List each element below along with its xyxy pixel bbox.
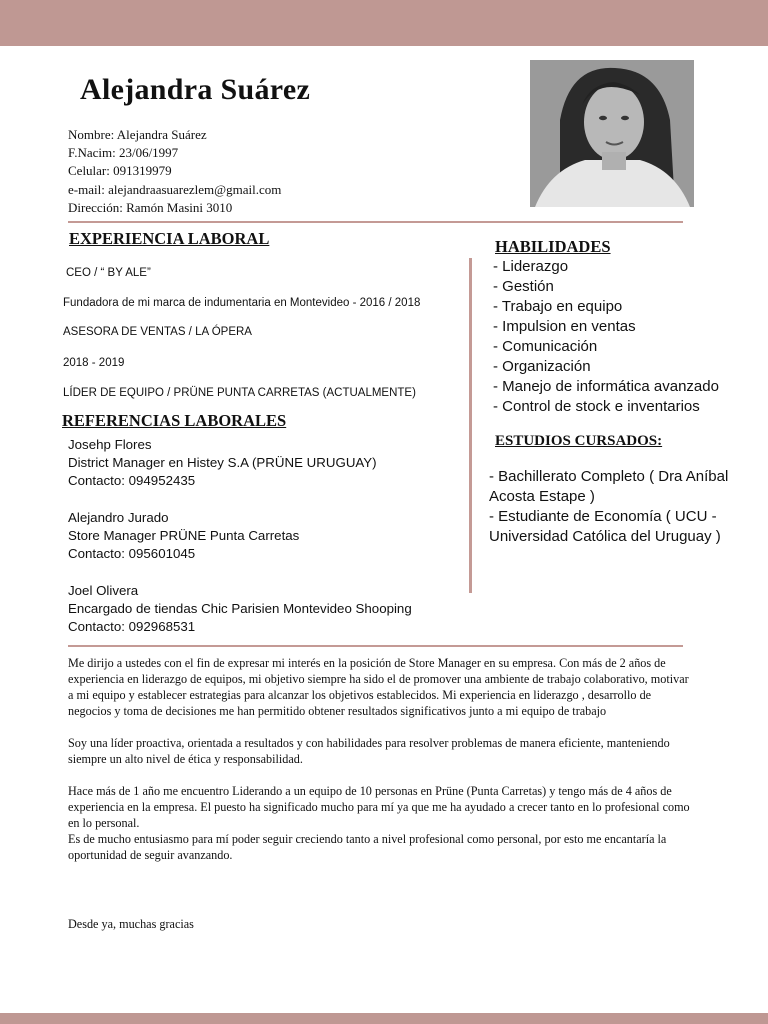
candidate-name: Alejandra Suárez xyxy=(80,73,311,106)
letter-closing: Desde ya, muchas gracias xyxy=(68,917,194,931)
skill-item: - Control de stock e inventarios xyxy=(493,398,700,415)
skill-item: - Liderazgo xyxy=(493,258,569,275)
info-phone: Celular: 091319979 xyxy=(68,163,172,179)
divider-bottom xyxy=(68,645,683,647)
reference-name: Joel Olivera xyxy=(68,582,139,598)
reference-item xyxy=(68,582,412,637)
studies-list xyxy=(489,467,759,547)
info-address: Dirección: Ramón Masini 3010 xyxy=(68,199,233,215)
reference-role: Store Manager PRÜNE Punta Carretas xyxy=(68,528,300,544)
reference-name: Josehp Flores xyxy=(68,437,152,452)
letter-paragraph: Me dirijo a ustedes con el fin de expresar mi interés en la posición de Store Manager en su empresa. Con más de 2 años de experiencia en liderazgo de equipos, mi objetivo siempre ha sido el de promover una ambiente de trabajo colaborativo, motivar a mi equipo y establecer estrategias para alcanzar los objetivos establecidos. Mi experiencia en liderazgo , desarrollo de negocios y toma de decisiones me han permitido obtener resultados significativos junto a mi equipo de trabajo xyxy=(68,656,689,718)
experience-line: Fundadora de mi marca de indumentaria en Montevideo - 2016 / 2018 xyxy=(63,297,421,309)
experience-line: 2018 - 2019 xyxy=(63,357,125,369)
experience-line: CEO / “ BY ALE” xyxy=(66,267,151,279)
studies-heading: ESTUDIOS CURSADOS: xyxy=(495,433,663,449)
skills-heading: HABILIDADES xyxy=(495,237,611,256)
divider-top xyxy=(68,221,683,223)
bottom-band xyxy=(0,1013,768,1024)
info-email: e-mail: alejandraasuarezlem@gmail.com xyxy=(68,181,282,197)
experience-heading: EXPERIENCIA LABORAL xyxy=(69,229,270,248)
personal-info xyxy=(68,126,281,217)
letter-paragraph: Soy una líder proactiva, orientada a resultados y con habilidades para resolver problemas de manera eficiente, manteniendo siempre un alto nivel de ética y responsabilidad. xyxy=(68,736,670,766)
skill-item: - Gestión xyxy=(493,278,554,295)
experience-line: LÍDER DE EQUIPO / PRÜNE PUNTA CARRETAS (ACTUALMENTE) xyxy=(63,387,416,399)
cover-letter xyxy=(68,655,695,931)
reference-contact: Contacto: 094952435 xyxy=(68,473,196,489)
experience-line: ASESORA DE VENTAS / LA ÓPERA xyxy=(63,326,252,338)
skill-item: - Comunicación xyxy=(493,338,598,355)
skill-item: - Organización xyxy=(493,358,591,375)
reference-contact: Contacto: 095601045 xyxy=(68,546,196,562)
letter-paragraph: Hace más de 1 año me encuentro Liderando a un equipo de 10 personas en Prüne (Punta Carretas) y tengo más de 4 años de experiencia en la empresa. El puesto ha significado mucho para mí ya que me ha ayudado a crecer tanto en lo profesional como en lo personal. xyxy=(68,784,690,830)
reference-item xyxy=(68,436,412,491)
column-divider xyxy=(469,258,472,593)
reference-role: District Manager en Histey S.A (PRÜNE URUGUAY) xyxy=(68,455,377,471)
references-heading: REFERENCIAS LABORALES xyxy=(62,411,287,430)
study-item: - Bachillerato Completo ( Dra Aníbal Acosta Estape ) xyxy=(489,468,729,505)
reference-contact: Contacto: 092968531 xyxy=(68,619,196,635)
skill-item: - Manejo de informática avanzado xyxy=(493,378,719,395)
portrait-icon xyxy=(530,60,694,207)
info-birthdate: F.Nacim: 23/06/1997 xyxy=(68,145,179,161)
reference-item xyxy=(68,509,412,564)
top-band xyxy=(0,0,768,46)
skill-item: - Impulsion en ventas xyxy=(493,318,636,335)
references-list xyxy=(68,436,412,655)
skill-item: - Trabajo en equipo xyxy=(493,298,623,315)
study-item: - Estudiante de Economía ( UCU - Universidad Católica del Uruguay ) xyxy=(489,508,721,545)
skills-list xyxy=(493,257,719,417)
letter-paragraph: Es de mucho entusiasmo para mí poder seguir creciendo tanto a nivel profesional como personal, por esto me encantaría la oportunidad de seguir avanzando. xyxy=(68,832,667,862)
reference-name: Alejandro Jurado xyxy=(68,509,169,525)
info-name: Nombre: Alejandra Suárez xyxy=(68,127,207,142)
profile-photo xyxy=(530,60,694,207)
reference-role: Encargado de tiendas Chic Parisien Montevideo Shooping xyxy=(68,601,412,617)
